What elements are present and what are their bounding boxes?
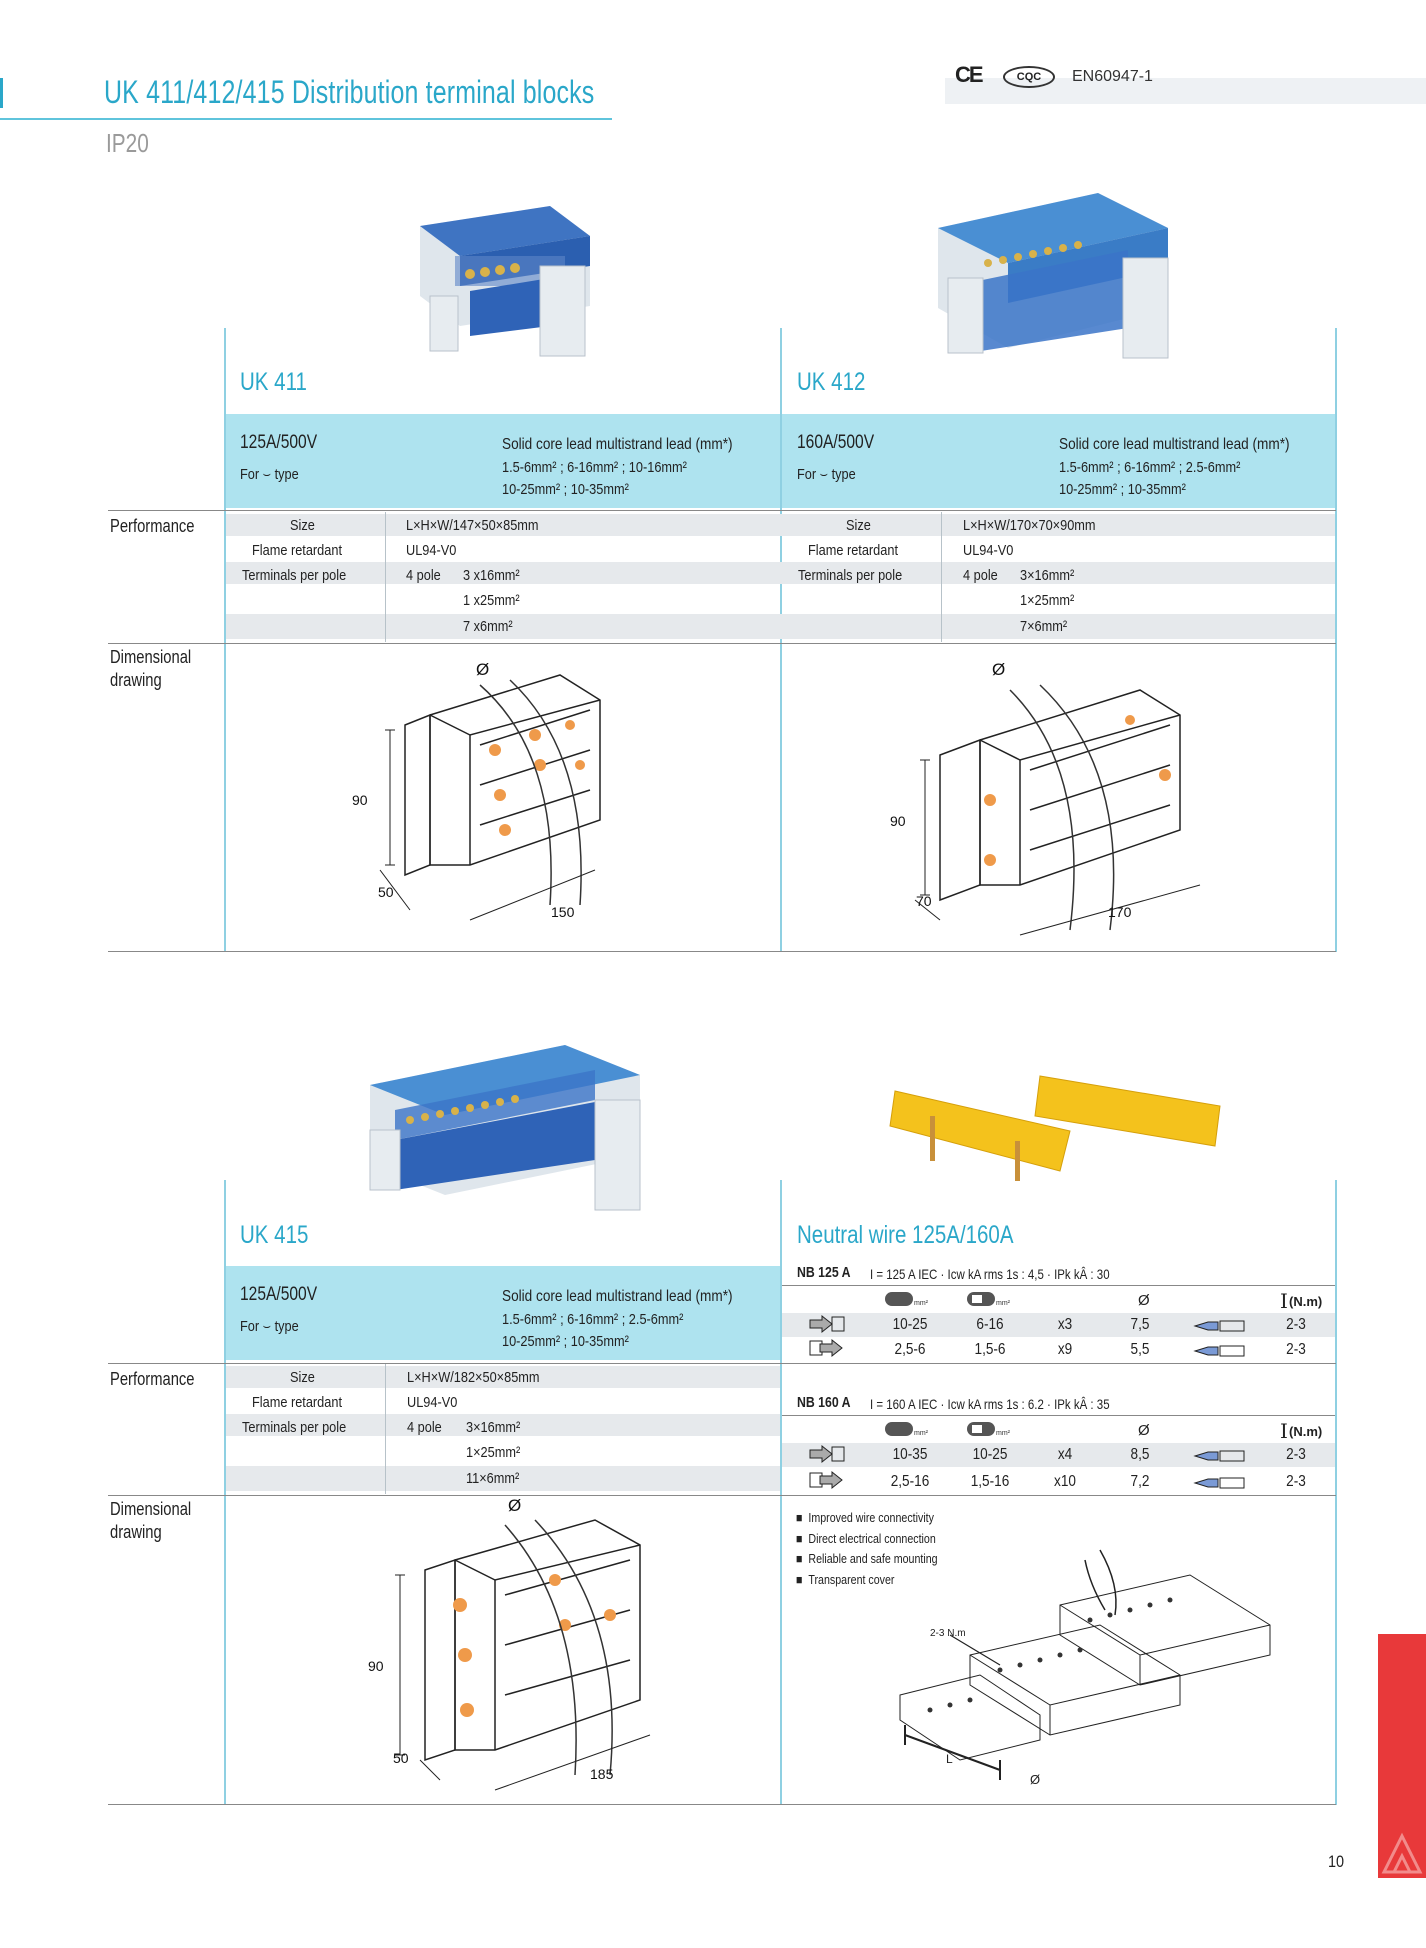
screwdriver-icon (1194, 1320, 1246, 1332)
uk415-poles: 4 pole (407, 1419, 442, 1436)
cqc-mark-icon: CQC (1003, 66, 1055, 88)
uk415-lead-heading: Solid core lead multistrand lead (mm*) (502, 1288, 733, 1305)
uk412-terminals-label: Terminals per pole (798, 567, 903, 584)
uk415-terminals-label: Terminals per pole (242, 1419, 347, 1436)
nb160-r2-e: 2-3 (1286, 1473, 1306, 1490)
drawing-length-label: L (946, 1752, 953, 1766)
top-dimensional-label: Dimensional drawing (110, 647, 192, 690)
top-col-divider-l (385, 512, 386, 642)
feature-item: ■ Direct electrical connection (796, 1530, 936, 1546)
svg-text:mm²: mm² (996, 1300, 1010, 1307)
nb125-phi-header: Ø (1138, 1292, 1150, 1309)
uk411-rating: 125A/500V (240, 432, 318, 453)
nb160-r2-c: x10 (1054, 1473, 1076, 1490)
uk415-for-type: For ⌣ type (240, 1318, 299, 1335)
uk412-dim-length: 170 (1108, 904, 1132, 920)
left-edge-mark (0, 78, 3, 108)
nb125-header: NB 125 A (797, 1264, 851, 1281)
uk412-rating: 160A/500V (797, 432, 875, 453)
uk412-dim-height: 90 (890, 813, 906, 829)
top-performance-label: Performance (110, 516, 195, 536)
nb125-r2-b: 1,5-6 (974, 1341, 1006, 1358)
uk412-size: L×H×W/170×70×90mm (963, 517, 1096, 534)
uk415-lead-line1: 1.5-6mm² ; 6-16mm² ; 2.5-6mm² (502, 1311, 684, 1328)
uk415-terminal-3: 11×6mm² (466, 1470, 520, 1487)
uk415-lead-line2: 10-25mm² ; 10-35mm² (502, 1333, 629, 1350)
bottom-dim-rule (108, 1495, 1336, 1496)
nb125-r1-c: x3 (1057, 1316, 1073, 1333)
uk412-terminal-3: 7×6mm² (1020, 618, 1068, 635)
bottom-mid-divider (780, 1180, 782, 1805)
bullet-icon: ■ (796, 1571, 803, 1587)
uk412-flame-label: Flame retardant (808, 542, 899, 559)
uk415-flame-label: Flame retardant (252, 1394, 343, 1411)
feature-item: ■ Reliable and safe mounting (796, 1551, 938, 1566)
nb160-r1-d: 8,5 (1130, 1446, 1150, 1463)
arrow-out-icon (808, 1470, 846, 1490)
nb125-r1-b: 6-16 (976, 1316, 1004, 1333)
top-dim-rule (108, 643, 1336, 644)
page-subtitle: IP20 (106, 128, 149, 158)
drawing-torque-label: 2-3 N.m (930, 1628, 966, 1639)
uk412-terminal-2: 1×25mm² (1020, 592, 1075, 609)
uk411-terminal-2: 1 x25mm² (463, 592, 520, 609)
page-title: UK 411/412/415 Distribution terminal blocks (104, 74, 595, 110)
top-row-bg-3 (226, 614, 1335, 639)
uk412-dimensional-drawing (910, 660, 1220, 945)
uk411-dimensional-drawing (370, 655, 630, 940)
nb125-r2-a: 2,5-6 (894, 1341, 926, 1358)
top-row-bg-2 (226, 562, 1335, 584)
uk415-dim-height: 90 (368, 1658, 384, 1674)
uk415-dim-width: 50 (393, 1750, 409, 1766)
feature-item: ■ Transparent cover (796, 1571, 895, 1587)
uk411-terminal-3: 7 x6mm² (463, 618, 513, 635)
nb160-r1-b: 10-25 (972, 1446, 1008, 1463)
nb125-rule (782, 1285, 1335, 1286)
uk415-flame: UL94-V0 (407, 1394, 458, 1411)
uk412-dim-width: 70 (916, 893, 932, 909)
screwdriver-icon (1194, 1345, 1246, 1357)
stranded-ferrule-icon (966, 1420, 1010, 1438)
uk411-size: L×H×W/147×50×85mm (406, 517, 539, 534)
bullet-icon: ■ (796, 1551, 803, 1566)
nb125-r2-c: x9 (1057, 1341, 1073, 1358)
nb125-r2-e: 2-3 (1286, 1341, 1306, 1358)
uk411-flame: UL94-V0 (406, 542, 457, 559)
nb125-r1-a: 10-25 (892, 1316, 928, 1333)
uk415-title: UK 415 (240, 1221, 309, 1249)
drawing-phi-label: Ø (1030, 1772, 1041, 1787)
ce-mark-icon: CE (955, 62, 982, 87)
uk415-dim-length: 185 (590, 1766, 614, 1782)
svg-text:mm²: mm² (996, 1430, 1010, 1437)
uk411-for-type: For ⌣ type (240, 466, 299, 483)
uk412-title: UK 412 (797, 368, 866, 396)
uk412-poles: 4 pole (963, 567, 998, 584)
nb160-phi-header: Ø (1138, 1422, 1150, 1439)
solid-ferrule-icon (884, 1290, 928, 1308)
uk412-lead-line1: 1.5-6mm² ; 6-16mm² ; 2.5-6mm² (1059, 459, 1241, 476)
uk412-flame: UL94-V0 (963, 542, 1014, 559)
uk415-product-photo (365, 1040, 645, 1220)
uk412-for-type: For ⌣ type (797, 466, 856, 483)
uk412-product-photo (928, 188, 1178, 368)
uk412-lead-line2: 10-25mm² ; 10-35mm² (1059, 481, 1186, 498)
uk411-product-photo (400, 196, 600, 364)
nb160-r1-e: 2-3 (1286, 1446, 1306, 1463)
uk411-flame-label: Flame retardant (252, 542, 343, 559)
neutral-title: Neutral wire 125A/160A (797, 1221, 1014, 1249)
uk411-title: UK 411 (240, 368, 307, 396)
arrow-out-icon (808, 1338, 846, 1358)
bullet-icon: ■ (796, 1530, 803, 1546)
uk411-dim-width: 50 (378, 884, 394, 900)
uk415-rating: 125A/500V (240, 1284, 318, 1305)
nb160-r1-c: x4 (1057, 1446, 1073, 1463)
standard-label: EN60947-1 (1072, 68, 1153, 85)
bottom-performance-label: Performance (110, 1369, 195, 1389)
uk411-dim-length: 150 (551, 904, 575, 920)
uk411-dim-phi: Ø (476, 660, 490, 679)
solid-ferrule-icon (884, 1420, 928, 1438)
uk415-size-label: Size (290, 1369, 315, 1386)
uk411-lead-line1: 1.5-6mm² ; 6-16mm² ; 10-16mm² (502, 459, 687, 476)
uk411-poles: 4 pole (406, 567, 441, 584)
nb160-torque-header: (N.m) (1289, 1424, 1323, 1439)
bottom-perf-rule (108, 1363, 1336, 1364)
torque-icon: Ⅰ (1280, 1419, 1288, 1443)
bottom-col-divider-l (385, 1364, 386, 1494)
nb125-torque-header: (N.m) (1289, 1294, 1323, 1309)
neutral-bar-installation-drawing (890, 1545, 1270, 1785)
top-perf-rule (108, 510, 1336, 511)
nb160-specs: I = 160 A IEC · Icw kA rms 1s : 6.2 · IPk kÂ : 35 (870, 1396, 1110, 1412)
screwdriver-icon (1194, 1450, 1246, 1462)
uk412-terminal-1: 3×16mm² (1020, 567, 1075, 584)
bottom-right-divider (1335, 1180, 1337, 1805)
svg-text:mm²: mm² (914, 1430, 928, 1437)
top-col-divider-r (941, 512, 942, 642)
nb160-r2-d: 7,2 (1130, 1473, 1150, 1490)
nb160-r2-b: 1,5-16 (970, 1473, 1010, 1490)
uk415-dimensional-drawing (385, 1505, 675, 1805)
arrow-in-icon (808, 1444, 846, 1464)
uk412-dim-phi: Ø (992, 660, 1006, 679)
nb125-r1-d: 7,5 (1130, 1316, 1150, 1333)
arrow-in-icon (808, 1314, 846, 1334)
screwdriver-icon (1194, 1477, 1246, 1489)
top-row-bg-1 (226, 514, 1335, 536)
neutral-bar-photo (890, 1066, 1220, 1186)
nb125-r1-e: 2-3 (1286, 1316, 1306, 1333)
page-number: 10 (1328, 1852, 1345, 1871)
uk411-size-label: Size (290, 517, 315, 534)
bullet-icon: ■ (796, 1510, 803, 1525)
uk411-dim-height: 90 (352, 792, 368, 808)
brand-watermark-icon (1380, 1832, 1424, 1876)
nb160-header: NB 160 A (797, 1394, 851, 1411)
stranded-ferrule-icon (966, 1290, 1010, 1308)
svg-text:mm²: mm² (914, 1300, 928, 1307)
uk412-lead-heading: Solid core lead multistrand lead (mm*) (1059, 436, 1290, 453)
uk411-terminal-1: 3 x16mm² (463, 567, 520, 584)
bottom-dimensional-label: Dimensional drawing (110, 1499, 192, 1542)
uk415-size: L×H×W/182×50×85mm (407, 1369, 540, 1386)
top-right-divider (1335, 328, 1337, 952)
nb160-rule (782, 1415, 1335, 1416)
feature-item: ■ Improved wire connectivity (796, 1510, 934, 1525)
torque-icon: Ⅰ (1280, 1289, 1288, 1313)
top-bottom-rule (108, 951, 1336, 952)
uk415-terminal-2: 1×25mm² (466, 1444, 521, 1461)
nb125-r2-d: 5,5 (1130, 1341, 1150, 1358)
nb160-r2-a: 2,5-16 (890, 1473, 930, 1490)
title-underline (0, 118, 612, 120)
uk415-dim-phi: Ø (508, 1496, 522, 1515)
uk411-lead-heading: Solid core lead multistrand lead (mm*) (502, 436, 733, 453)
bottom-end-rule (108, 1804, 1336, 1805)
nb160-r1-a: 10-35 (892, 1446, 928, 1463)
nb125-specs: I = 125 A IEC · Icw kA rms 1s : 4,5 · IPk kÂ : 30 (870, 1266, 1110, 1282)
uk415-terminal-1: 3×16mm² (466, 1419, 521, 1436)
uk411-terminals-label: Terminals per pole (242, 567, 347, 584)
uk412-size-label: Size (846, 517, 871, 534)
uk411-lead-line2: 10-25mm² ; 10-35mm² (502, 481, 629, 498)
